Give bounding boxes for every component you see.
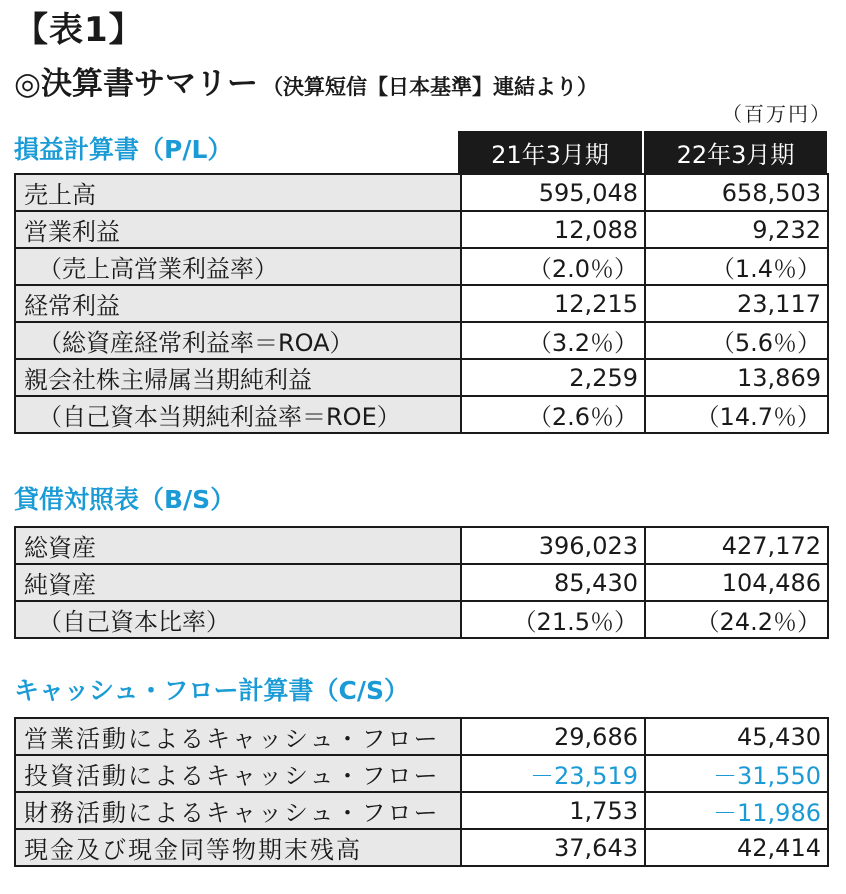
- cell-fy21-negative: －23,519: [461, 755, 645, 792]
- cell-fy22: 104,486: [645, 564, 828, 601]
- cell-fy21: 1,753: [461, 792, 645, 829]
- column-header-fy22: 22年3月期: [644, 131, 827, 174]
- row-label: 営業利益: [15, 211, 461, 248]
- row-label: 投資活動によるキャッシュ・フロー: [15, 755, 461, 792]
- cell-fy21: （2.6％）: [461, 396, 645, 433]
- cell-fy22: （5.6％）: [645, 322, 828, 359]
- row-label: 営業活動によるキャッシュ・フロー: [15, 718, 461, 755]
- cell-fy22: （14.7％）: [645, 396, 828, 433]
- cell-fy21: 85,430: [461, 564, 645, 601]
- table-row: [15, 527, 828, 564]
- cell-fy22: 658,503: [645, 174, 828, 211]
- table-row: [15, 829, 828, 866]
- subtitle-text: （決算短信【日本基準】連結より）: [262, 75, 599, 99]
- cell-fy21: 29,686: [461, 718, 645, 755]
- cell-fy22: （1.4％）: [645, 248, 828, 285]
- cell-fy21: 12,215: [461, 285, 645, 322]
- cell-fy21: 2,259: [461, 359, 645, 396]
- bs-section-title: 貸借対照表（B/S）: [14, 485, 236, 514]
- cell-fy22: 23,117: [645, 285, 828, 322]
- cf-table: [14, 717, 829, 867]
- table-row: [15, 174, 828, 211]
- table-row: [15, 359, 828, 396]
- row-label: 売上高: [15, 174, 461, 211]
- cell-fy21: （21.5％）: [461, 601, 645, 638]
- row-label: （自己資本比率）: [15, 601, 461, 638]
- row-label: （自己資本当期純利益率＝ROE）: [15, 396, 461, 433]
- table-row: [15, 285, 828, 322]
- row-label: 親会社株主帰属当期純利益: [15, 359, 461, 396]
- main-title-text: ◎決算書サマリー: [14, 66, 259, 102]
- table-row: [15, 564, 828, 601]
- cf-section-title: キャッシュ・フロー計算書（C/S）: [14, 676, 409, 705]
- row-label: 経常利益: [15, 285, 461, 322]
- cell-fy22: 45,430: [645, 718, 828, 755]
- cell-fy21: 396,023: [461, 527, 645, 564]
- bs-table: [14, 526, 829, 639]
- table-row: [15, 601, 828, 638]
- unit-label: （百万円）: [722, 102, 832, 126]
- cell-fy22: 9,232: [645, 211, 828, 248]
- row-label: 財務活動によるキャッシュ・フロー: [15, 792, 461, 829]
- page-title: [14, 58, 598, 103]
- figure-tag: 【表1】: [14, 10, 144, 50]
- row-label: （総資産経常利益率＝ROA）: [15, 322, 461, 359]
- row-label: 総資産: [15, 527, 461, 564]
- table-row: [15, 718, 828, 755]
- table-row: [15, 755, 828, 792]
- table-row: [15, 322, 828, 359]
- cell-fy21: （2.0％）: [461, 248, 645, 285]
- column-header-fy21: 21年3月期: [458, 131, 642, 174]
- cell-fy22: 13,869: [645, 359, 828, 396]
- table-row: [15, 248, 828, 285]
- cell-fy22: 42,414: [645, 829, 828, 866]
- pl-section-title: 損益計算書（P/L）: [14, 135, 233, 164]
- table-row: [15, 792, 828, 829]
- cell-fy22: 427,172: [645, 527, 828, 564]
- table-row: [15, 396, 828, 433]
- cell-fy21: 595,048: [461, 174, 645, 211]
- cell-fy21: 12,088: [461, 211, 645, 248]
- table-row: [15, 211, 828, 248]
- cell-fy22-negative: －31,550: [645, 755, 828, 792]
- row-label: 現金及び現金同等物期末残高: [15, 829, 461, 866]
- row-label: 純資産: [15, 564, 461, 601]
- row-label: （売上高営業利益率）: [15, 248, 461, 285]
- cell-fy22: （24.2％）: [645, 601, 828, 638]
- cell-fy21: （3.2％）: [461, 322, 645, 359]
- cell-fy22-negative: －11,986: [645, 792, 828, 829]
- pl-table: [14, 173, 829, 434]
- cell-fy21: 37,643: [461, 829, 645, 866]
